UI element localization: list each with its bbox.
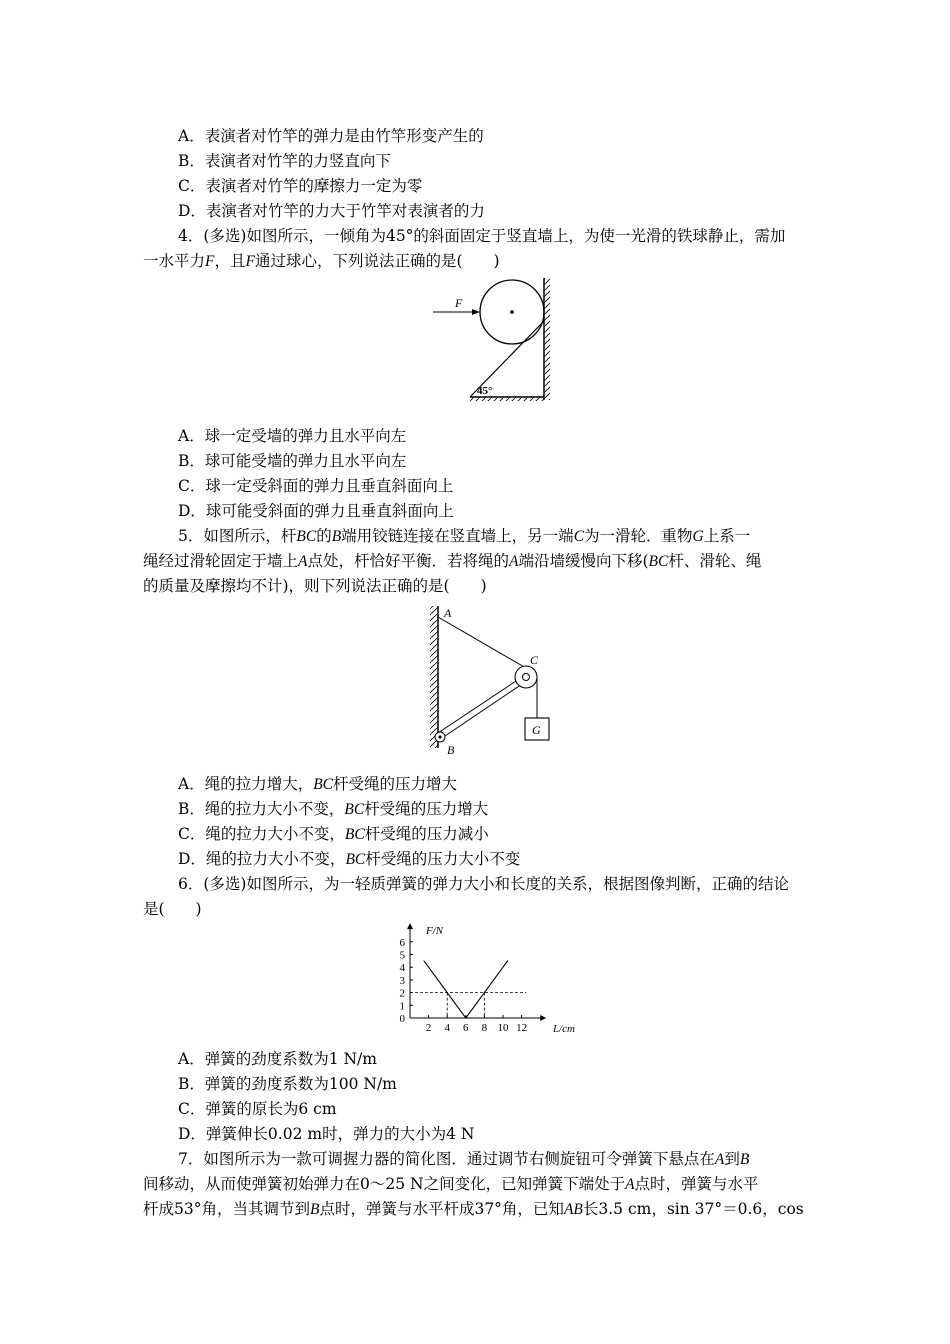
x-axis-label: L/cm [553,1023,575,1035]
x-axis-arrow [540,1015,546,1021]
y-tick-label-0: 0 [399,1013,405,1025]
q3-option-b: B．表演者对竹竿的力竖直向下 [178,152,391,170]
q3-option-d: D．表演者对竹竿的力大于竹竿对表演者的力 [178,202,485,220]
angle-label: 45° [477,385,493,397]
q7-stem-line1: 7．如图所示为一款可调握力器的简化图．通过调节右侧旋钮可令弹簧下悬点在A到B [178,1150,750,1168]
y-tick-label-1: 1 [399,1000,405,1013]
force-label: F [455,296,463,310]
base-hatch [470,397,546,401]
q4-option-d: D．球可能受斜面的弹力且垂直斜面向上 [178,502,454,520]
q5-stem-line1: 5．如图所示，杆BC的B端用铰链连接在竖直墙上，另一端C为一滑轮．重物G上系一 [178,527,751,545]
wall-hatch [430,606,438,748]
q4-option-b: B．球可能受墙的弹力且水平向左 [178,452,407,470]
q3-option-c: C．表演者对竹竿的摩擦力一定为零 [178,177,423,195]
q4-figure-incline-ball [425,272,565,404]
q6-option-a: A．弹簧的劲度系数为1 N/m [178,1050,377,1068]
x-tick-label-4: 4 [444,1022,450,1034]
y-axis-label: F/N [426,925,444,937]
q5-stem-line3: 的质量及摩擦均不计)，则下列说法正确的是( ) [143,577,487,595]
y-tick-label-2: 2 [399,987,405,1000]
q7-stem-line2: 间移动，从而使弹簧初始弹力在0～25 N之间变化，已知弹簧下端处于A点时，弹簧与水平 [143,1175,759,1193]
q4-option-c: C．球一定受斜面的弹力且垂直斜面向上 [178,477,454,495]
label-b: B [447,743,455,757]
q6-option-b: B．弹簧的劲度系数为100 N/m [178,1075,397,1093]
x-tick-label-10: 10 [497,1022,509,1034]
q5-stem-line2: 绳经过滑轮固定于墙上A点处，杆恰好平衡．若将绳的A端沿墙缓慢向下移(BC杆、滑轮、绳 [143,552,762,570]
series-line-0 [424,961,508,1018]
rod-bc [438,675,525,733]
q6-stem-line2: 是( ) [143,900,202,918]
y-tick-label-5: 5 [399,949,405,962]
x-tick-label-12: 12 [516,1022,528,1034]
data-point-0-1 [465,1018,466,1019]
q4-stem-line1: 4．(多选)如图所示，一倾角为45°的斜面固定于竖直墙上，为使一光滑的铁球静止，需加 [178,227,786,245]
x-tick-label-2: 2 [425,1022,432,1034]
q5-option-a: A．绳的拉力增大，BC杆受绳的压力增大 [178,775,458,793]
x-tick-label-6: 6 [463,1022,469,1034]
q7-stem-line3: 杆成53°角，当其调节到B点时，弹簧与水平杆成37°角，已知AB长3.5 cm，sin 37°＝0.6，cos [143,1200,804,1218]
q6-stem-line1: 6．(多选)如图所示，为一轻质弹簧的弹力大小和长度的关系，根据图像判断，正确的结论 [178,875,789,893]
q4-option-a: A．球一定受墙的弹力且水平向左 [178,427,407,445]
q5-figure-rod-pulley [425,602,565,760]
q5-option-d: D．绳的拉力大小不变，BC杆受绳的压力大小不变 [178,850,521,868]
rope-a-to-c [438,617,526,668]
q5-option-c: C．绳的拉力大小不变，BC杆受绳的压力减小 [178,825,489,843]
y-tick-label-6: 6 [399,936,405,949]
label-c: C [530,653,539,667]
q6-chart-spring-force [388,920,588,1042]
data-point-0-2 [507,960,508,961]
y-tick-label-4: 4 [399,962,405,975]
x-tick-label-8: 8 [481,1022,488,1034]
q5-option-b: B．绳的拉力大小不变，BC杆受绳的压力增大 [178,800,489,818]
ball-center [510,310,514,314]
force-arrow-head [472,309,480,315]
y-tick-label-3: 3 [399,974,405,987]
label-a: A [444,606,452,620]
pulley-c [515,666,537,688]
weight-label: G [532,723,541,737]
q4-stem-line2: 一水平力F，且F通过球心，下列说法正确的是( ) [143,252,500,270]
q6-option-c: C．弹簧的原长为6 cm [178,1100,337,1118]
y-axis-arrow [407,923,413,929]
wall-hatch [544,278,550,400]
q3-option-a: A．表演者对竹竿的弹力是由竹竿形变产生的 [178,127,484,145]
data-point-0-0 [423,960,424,961]
q6-option-d: D．弹簧伸长0.02 m时，弹力的大小为4 N [178,1125,475,1143]
